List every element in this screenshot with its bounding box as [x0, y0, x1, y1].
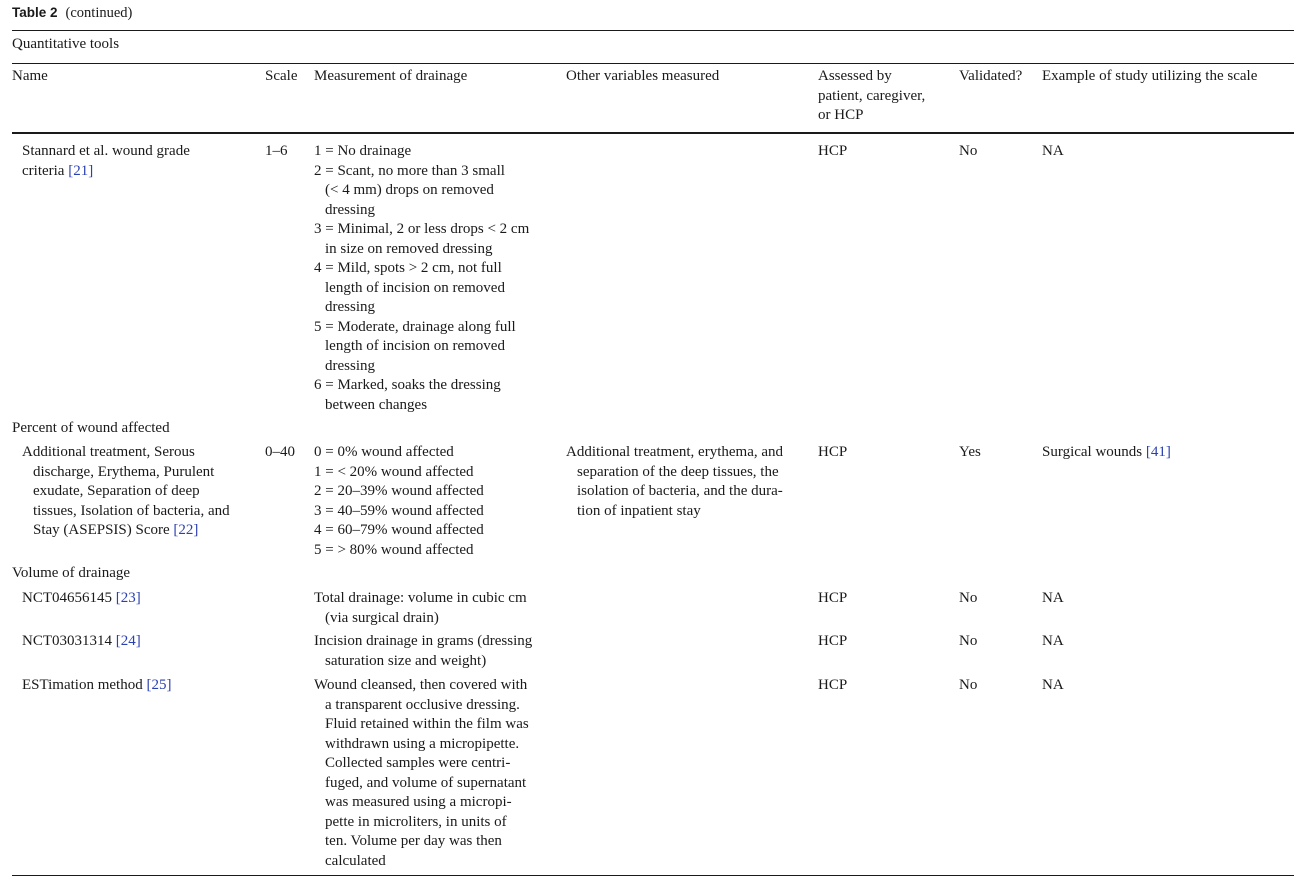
row-validated: No — [959, 677, 978, 693]
citation-link[interactable]: [24] — [115, 633, 141, 649]
row-measurement: Incision drainage in grams (dressing saturation size and weight) — [314, 633, 533, 669]
row-example: NA — [1042, 143, 1064, 159]
row-measurement: 0 = 0% wound affected 1 = < 20% wound affected 2 = 20–39% wound affected 3 = 40–59% wound affected 4 = 60–79% wound affected 5 = > 80% wound affected — [314, 444, 484, 558]
row-measurement: Wound cleansed, then covered with a transparent occlusive dressing. Fluid retained within the film was withdrawn using a micropipette. Collected samples were centri- fuged, and volume of supernatant was measured using a micropi- pette in microliters, in units of ten. Volume per day was then calculated — [314, 677, 529, 869]
row-name: NCT03031314 [24] — [22, 633, 141, 649]
table-caption — [12, 5, 132, 22]
row-name: Stannard et al. wound grade criteria [21] — [22, 143, 190, 179]
header-other: Other variables measured — [566, 68, 720, 84]
row-scale: 0–40 — [265, 444, 295, 460]
row-assessed: HCP — [818, 143, 848, 159]
row-scale: 1–6 — [265, 143, 288, 159]
row-validated: No — [959, 590, 978, 606]
section-rule — [12, 63, 1294, 64]
section-title: Quantitative tools — [12, 36, 120, 52]
header-validated: Validated? — [959, 68, 1023, 84]
row-assessed: HCP — [818, 444, 848, 460]
bottom-rule — [12, 875, 1294, 876]
citation-link[interactable]: [21] — [68, 162, 94, 179]
row-example: NA — [1042, 590, 1064, 606]
header-assessed: Assessed by patient, caregiver, or HCP — [818, 68, 926, 123]
row-example: Surgical wounds [41] — [1042, 444, 1171, 460]
row-name: ESTimation method [25] — [22, 677, 172, 693]
row-example: NA — [1042, 677, 1064, 693]
header-scale: Scale — [265, 68, 298, 84]
group-heading-volume: Volume of drainage — [12, 565, 131, 581]
row-name: Additional treatment, Serous discharge, Erythema, Purulent exudate, Separation of deep tissues, Isolation of bacteria, and Stay (ASEPSIS) Score [22] — [22, 444, 230, 538]
row-validated: Yes — [959, 444, 981, 460]
header-name: Name — [12, 68, 48, 84]
table-label: Table 2 — [12, 5, 58, 20]
row-measurement: 1 = No drainage 2 = Scant, no more than 3 small (< 4 mm) drops on removed dressing 3 = Minimal, 2 or less drops < 2 cm in size on removed dressing 4 = Mild, spots > 2 cm, not full length of incision on removed dressing 5 = Moderate, drainage along full length of incision on removed dressing 6 = Marked, soaks the dressing between changes — [314, 143, 530, 413]
header-example: Example of study utilizing the scale — [1042, 68, 1258, 84]
table-continued: (continued) — [65, 5, 133, 21]
citation-link[interactable]: [25] — [146, 677, 172, 693]
header-measurement: Measurement of drainage — [314, 68, 468, 84]
row-example: NA — [1042, 633, 1064, 649]
citation-link[interactable]: [22] — [173, 522, 199, 538]
row-validated: No — [959, 633, 978, 649]
row-assessed: HCP — [818, 590, 848, 606]
row-other: Additional treatment, erythema, and separation of the deep tissues, the isolation of bacteria, and the dura- tion of inpatient stay — [566, 444, 784, 519]
top-rule — [12, 30, 1294, 31]
row-assessed: HCP — [818, 677, 848, 693]
row-validated: No — [959, 143, 978, 159]
citation-link[interactable]: [41] — [1145, 444, 1171, 460]
citation-link[interactable]: [23] — [115, 590, 141, 606]
row-assessed: HCP — [818, 633, 848, 649]
header-rule — [12, 132, 1294, 134]
row-measurement: Total drainage: volume in cubic cm (via surgical drain) — [314, 590, 527, 626]
row-name: NCT04656145 [23] — [22, 590, 141, 606]
group-heading-percent: Percent of wound affected — [12, 420, 170, 436]
